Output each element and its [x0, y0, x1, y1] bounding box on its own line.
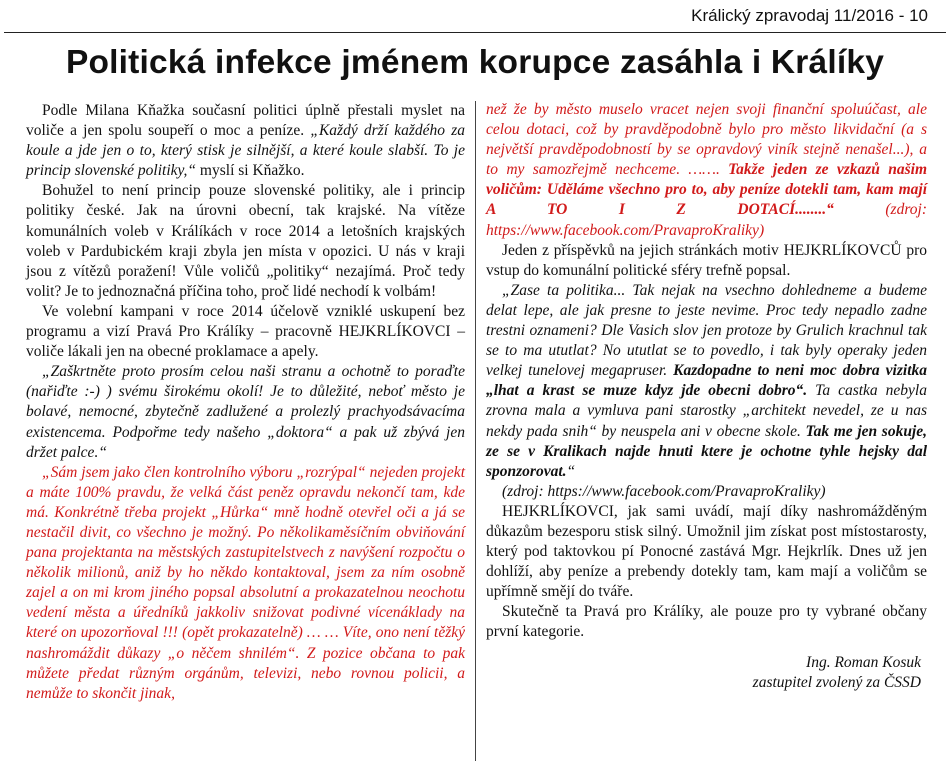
column-divider — [475, 101, 476, 761]
paragraph-red-quote: „Sám jsem jako člen kontrolního výboru „rozrýpal“ nejeden projekt a máte 100% pravdu, že velká část peněz opravdu nekončí tam, kde má. Konkrétně třeba projekt „Hůrka“ mně hodně otevřel oči a já se nestačil divit, co všechno je možný. Po několikaměsíčním obviňování pana projektanta na městských zastupitelstvech z navýšení rozpočtu o několik milionů, aniž by ho někdo kontaktoval, jsem za ním osobně zajel a on mi krom jiného popsal absolutní a prokazatelnou neochotu vedení města a úředníků jakkoliv snižovat podivné vícenáklady na které on upozorňoval !!! (opět prokazatelně) … … Víte, ono není těžký nashromáždit důkazy „o něčem shnilém“. Z pozice občana to pak můžete předat různým orgánům, televizi, nebo rovnou policii, a nemůže to skončit jinak, — [26, 463, 465, 702]
paragraph-conclusion: Skutečně ta Pravá pro Králíky, ale pouze pro ty vybrané občany první kategorie. — [486, 603, 927, 641]
page-header — [0, 0, 950, 34]
signature-block — [486, 653, 927, 693]
source-citation: (zdroj: https://www.facebook.com/PravaproKraliky) — [486, 201, 928, 239]
text-run: myslí si Kňažko. — [196, 162, 305, 180]
bold-message: Takže jeden ze vzkazů našim voličům: Uděláme všechno pro to, aby peníze dotekli tam, kam mají A TO I Z DOTACÍ........“ — [486, 161, 927, 219]
source-citation: (zdroj: https://www.facebook.com/PravaproKraliky) — [502, 482, 826, 500]
left-column — [26, 101, 465, 771]
text-run: než že by město muselo vracet nejen svoji finanční spoluúčast, ale celou dotaci, což by pravděpodobně bylo pro město likvidační (a s největší pravděpodobností by se opravdový viník stejně nenašel...), a to my samozřejmě nechceme. ……. — [486, 101, 927, 179]
right-column — [486, 100, 927, 770]
paragraph-facebook-quote — [486, 281, 927, 482]
header-issue-label: Králický zpravodaj 11/2016 - 10 — [691, 6, 928, 25]
bold-run: Tak me jen sokuje, ze se v Kralikach najde hnuti ktere je ochotne tyhle hejsky dal sponzorovat. — [486, 422, 927, 480]
header-rule — [4, 32, 946, 33]
paragraph-czech-politics: Bohužel to není princip pouze slovenské politiky, ale i princip politiky české. Jak na úrovni obecní, tak krajské. Na vítěze komunálních voleb v Králíkách v roce 2014 a letošních krajských voleb v Pardubickém kraji zbyla jen místa v opozici. U nás v kraji jsou z vítězů poražení! Vůle voličů „politiky“ nezajímá. Proč tedy volit? Je to jednoznačná příčina toho, proč lidé nechodí k volbám! — [26, 182, 465, 300]
paragraph-motive: Jeden z příspěvků na jejich stránkách motiv HEJKRLÍKOVCŮ pro vstup do komunální politické sféry trefně popsal. — [486, 241, 927, 279]
kniazko-quote: „Každý drží každého za koule a jde jen o to, který stisk je silnější, a které koule slabší. To je princip slovenské politiky,“ — [26, 122, 465, 180]
bold-run: Kazdopadne to neni moc dobra vizitka „lhat a krast se muze kdyz jde obecni dobro“. — [486, 362, 927, 400]
text-run: „Zase ta politika... Tak nejak na vsechno dohledneme a budeme delat lepe, ale jak presne to jeste nevime. Proc tedy nepadlo zadne trestni oznameni? Dle Vasich slov jen protoze by Grulich krachnul tak se to ma ututlat? No ututlat se to povedlo, i tak byly operaky jeden velkej tunelovej megapruser. — [486, 281, 927, 380]
text-run: Ta castka nebyla zrovna mala a vymluva pani starostky „architekt nevedel, ze u nas nekdy pada snih“ by neuspela ani v obecne skole. — [486, 382, 927, 440]
article-title: Politická infekce jménem korupce zasáhla i Králíky — [65, 44, 885, 81]
paragraph-campaign: Ve volební kampani v roce 2014 účelově vzniklé uskupení bez programu a vizí Pravá Pro Králíky – pracovně HEJKRLÍKOVCI – voliče lákali jen na obecné proklamace a apely. — [26, 302, 465, 361]
author-name: Ing. Roman Kosuk — [806, 653, 921, 671]
author-role: zastupitel zvolený za ČSSD — [752, 673, 921, 691]
paragraph-red-quote-continued — [486, 100, 927, 241]
paragraph-hejkrlikovci: HEJKRLÍKOVCI, jak sami uvádí, mají díky nashromážděným důkazům bezesporu stisk silný. Umožnil jim získat post místostarosty, který pod taktovkou pí Ponocné zastává Mgr. Hejkrlík. Dnes už jen dohlíží, aby peníze a prebendy dotekly tam, kam mají a voličům se upřímně smějí do tváře. — [486, 502, 927, 601]
paragraph-intro — [26, 101, 465, 181]
paragraph-campaign-quote: „Zaškrtněte proto prosím celou naši stranu a ochotně to poraďte (nařiďte :-) ) svému širokému okolí! Je to důležité, neboť město je bolavé, nemocné, zbytečně zadlužené a prolezlý prachyodsávacíma existencema. Podpořme tedy našeho „doktora“ a pak už zbývá jen držet palce.“ — [26, 363, 465, 461]
text-run: “ — [566, 462, 576, 480]
text-run: Podle Milana Kňažka současní politici úplně přestali myslet na voliče a jen spolu soupeří o moc a peníze. — [26, 102, 465, 140]
